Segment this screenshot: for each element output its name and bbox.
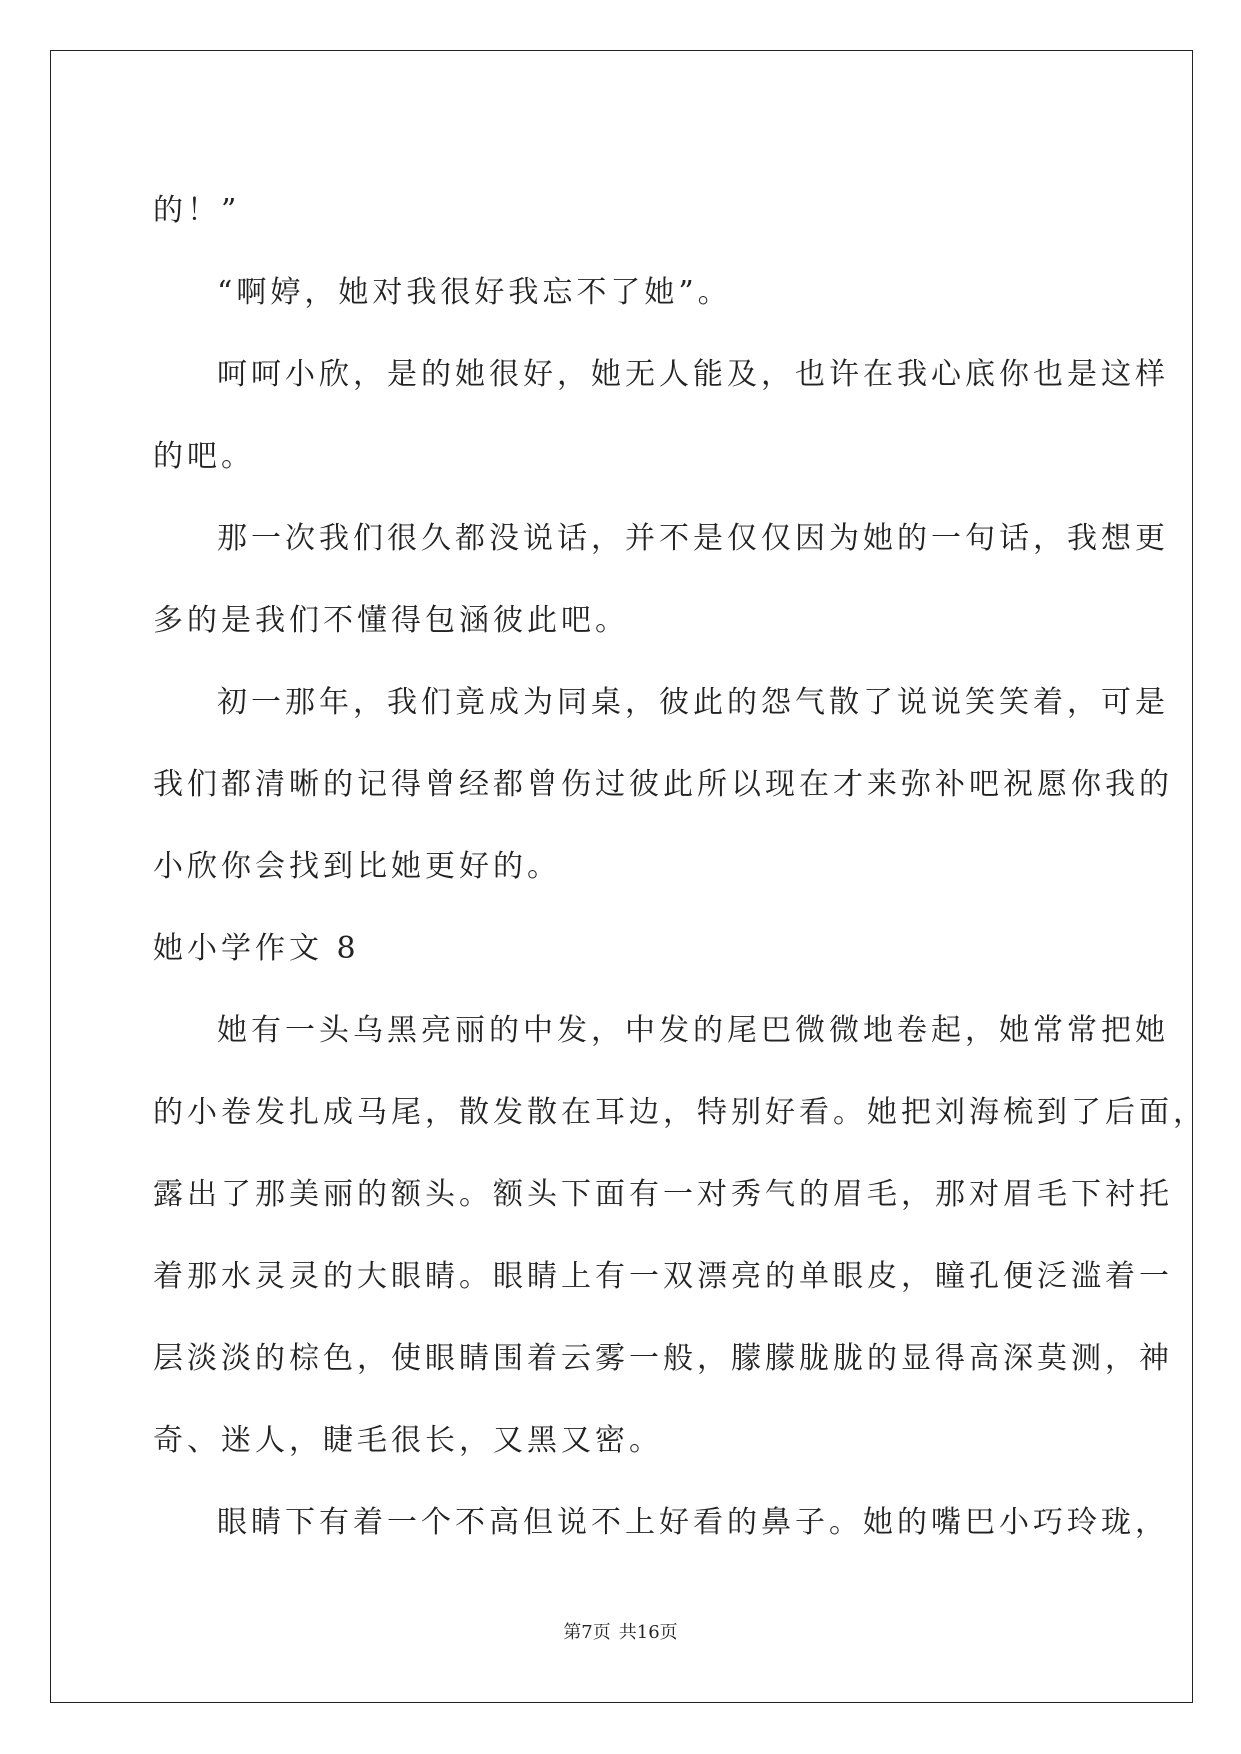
text-line-2: “啊婷，她对我很好我忘不了她”。 (217, 275, 732, 310)
text-line-6: 多的是我们不懂得包涵彼此吧。 (153, 603, 629, 638)
text-line-5: 那一次我们很久都没说话，并不是仅仅因为她的一句话，我想更 (217, 521, 1169, 556)
text-line-12: 的小卷发扎成马尾，散发散在耳边，特别好看。她把刘海梳到了后面， (153, 1095, 1207, 1130)
text-line-1: 的！” (153, 193, 241, 228)
page-number-total: 共16页 (618, 1622, 678, 1643)
text-line-14: 着那水灵灵的大眼睛。眼睛上有一双漂亮的单眼皮，瞳孔便泛滥着一 (153, 1259, 1173, 1294)
text-line-3: 呵呵小欣，是的她很好，她无人能及，也许在我心底你也是这样 (217, 357, 1169, 392)
section-heading: 她小学作文 8 (153, 931, 360, 966)
text-line-15: 层淡淡的棕色，使眼睛围着云雾一般，朦朦胧胧的显得高深莫测，神 (153, 1341, 1173, 1376)
page-number-current: 第7页 (563, 1622, 611, 1643)
text-line-8: 我们都清晰的记得曾经都曾伤过彼此所以现在才来弥补吧祝愿你我的 (153, 767, 1173, 802)
text-line-11: 她有一头乌黑亮丽的中发，中发的尾巴微微地卷起，她常常把她 (217, 1013, 1169, 1048)
text-line-4: 的吧。 (153, 439, 255, 474)
document-body (153, 170, 1207, 1564)
text-line-16: 奇、迷人，睫毛很长，又黑又密。 (153, 1423, 663, 1458)
text-line-9: 小欣你会找到比她更好的。 (153, 849, 561, 884)
page-footer (0, 1618, 1241, 1644)
text-line-13: 露出了那美丽的额头。额头下面有一对秀气的眉毛，那对眉毛下衬托 (153, 1177, 1173, 1212)
text-line-17: 眼睛下有着一个不高但说不上好看的鼻子。她的嘴巴小巧玲珑， (217, 1505, 1169, 1540)
text-line-7: 初一那年，我们竟成为同桌，彼此的怨气散了说说笑笑着，可是 (217, 685, 1169, 720)
